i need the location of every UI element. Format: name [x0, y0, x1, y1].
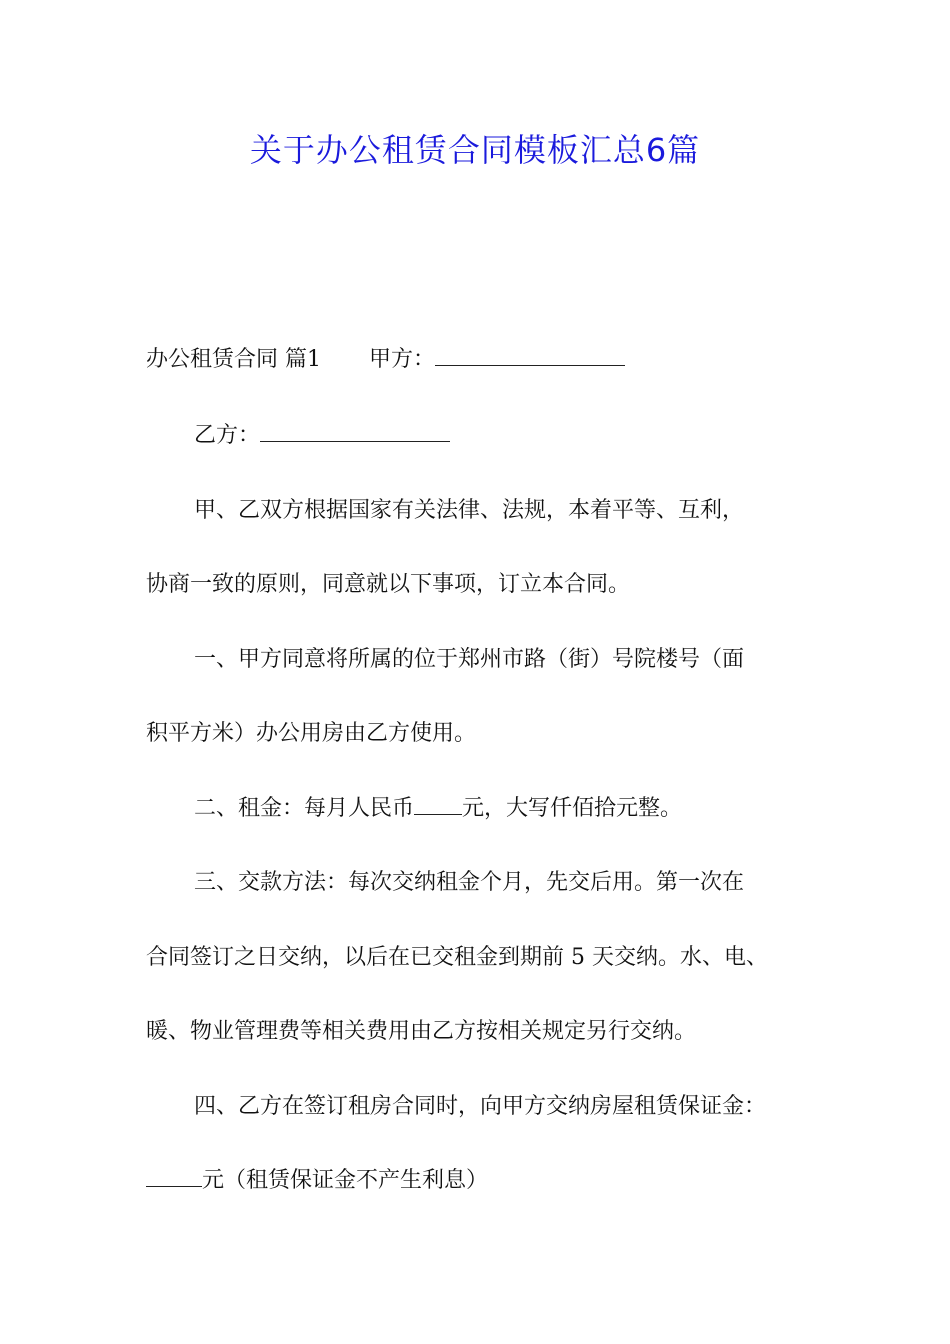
rent-line — [146, 794, 874, 824]
rent-suffix: 元，大写仟佰拾元整。 — [462, 796, 683, 821]
document-title: 关于办公租赁合同模板汇总6篇 — [249, 131, 701, 169]
contract-heading-line — [146, 345, 826, 375]
deposit-line — [146, 1166, 826, 1196]
paragraph-line: 四、乙方在签订租房合同时，向甲方交纳房屋租赁保证金： — [194, 1094, 767, 1119]
paragraph-line: 一、甲方同意将所属的位于郑州市路（街）号院楼号（面 — [194, 647, 745, 672]
paragraph-line: 三、交款方法：每次交纳租金个月，先交后用。第一次在 — [194, 870, 745, 895]
paragraph-line: 协商一致的原则，同意就以下事项，订立本合同。 — [146, 572, 631, 597]
party-b-line — [146, 421, 874, 451]
contract-heading: 办公租赁合同 篇1 — [146, 347, 321, 372]
paragraph-line: 暖、物业管理费等相关费用由乙方按相关规定另行交纳。 — [146, 1019, 697, 1044]
party-a-label: 甲方： — [369, 347, 436, 372]
paragraph-line: 合同签订之日交纳，以后在已交租金到期前 5 天交纳。水、电、 — [146, 945, 768, 970]
paragraph-line: 积平方米）办公用房由乙方使用。 — [146, 721, 477, 746]
rent-prefix: 二、租金：每月人民币 — [194, 796, 415, 821]
deposit-amount-blank — [146, 1166, 202, 1187]
deposit-suffix: 元（租赁保证金不产生利息） — [202, 1168, 489, 1193]
party-b-label: 乙方： — [194, 423, 261, 448]
party-b-blank — [260, 421, 450, 442]
party-a-blank — [435, 345, 625, 366]
rent-amount-blank — [414, 794, 462, 815]
paragraph-line: 甲、乙双方根据国家有关法律、法规，本着平等、互利， — [194, 498, 745, 523]
